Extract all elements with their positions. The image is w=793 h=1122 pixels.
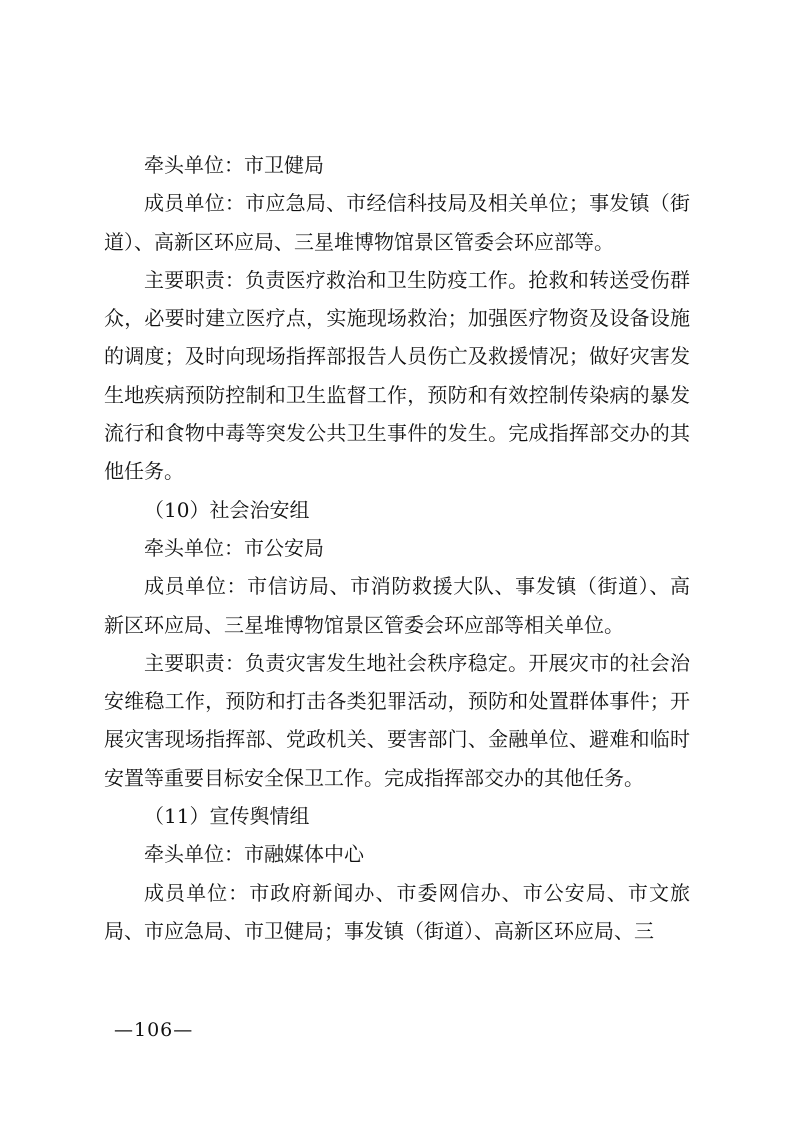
member-units-health: 成员单位：市应急局、市经信科技局及相关单位；事发镇（街道）、高新区环应局、三星堆博物馆景区管委会环应部等。 [104,191,690,254]
duties-public-security: 主要职责：负责灾害发生地社会秩序稳定。开展灾市的社会治安维稳工作，预防和打击各类犯罪活动，预防和处置群体事件；开展灾害现场指挥部、党政机关、要害部门、金融单位、避难和临时安置等重要目标安全保卫工作。完成指挥部交办的其他任务。 [104,650,690,790]
section-heading-publicity: （11）宣传舆情组 [144,804,310,829]
section-heading-public-security: （10）社会治安组 [144,497,310,522]
lead-unit-public-security: 牵头单位：市公安局 [144,535,324,560]
lead-unit-health: 牵头单位：市卫健局 [144,153,324,177]
lead-unit-publicity: 牵头单位：市融媒体中心 [144,842,364,867]
body-text [104,146,690,950]
duties-health: 主要职责：负责医疗救治和卫生防疫工作。抢救和转送受伤群众，必要时建立医疗点，实施现场救治；加强医疗物资及设备设施的调度；及时向现场指挥部报告人员伤亡及救援情况；做好灾害发生地疾病预防控制和卫生监督工作，预防和有效控制传染病的暴发流行和食物中毒等突发公共卫生事件的发生。完成指挥部交办的其他任务。 [104,267,690,484]
member-units-public-security: 成员单位：市信访局、市消防救援大队、事发镇（街道）、高新区环应局、三星堆博物馆景区管委会环应部等相关单位。 [104,574,690,637]
page-number: —106— [114,1019,194,1041]
member-units-publicity: 成员单位：市政府新闻办、市委网信办、市公安局、市文旅局、市应急局、市卫健局；事发镇（街道）、高新区环应局、三 [104,880,690,943]
